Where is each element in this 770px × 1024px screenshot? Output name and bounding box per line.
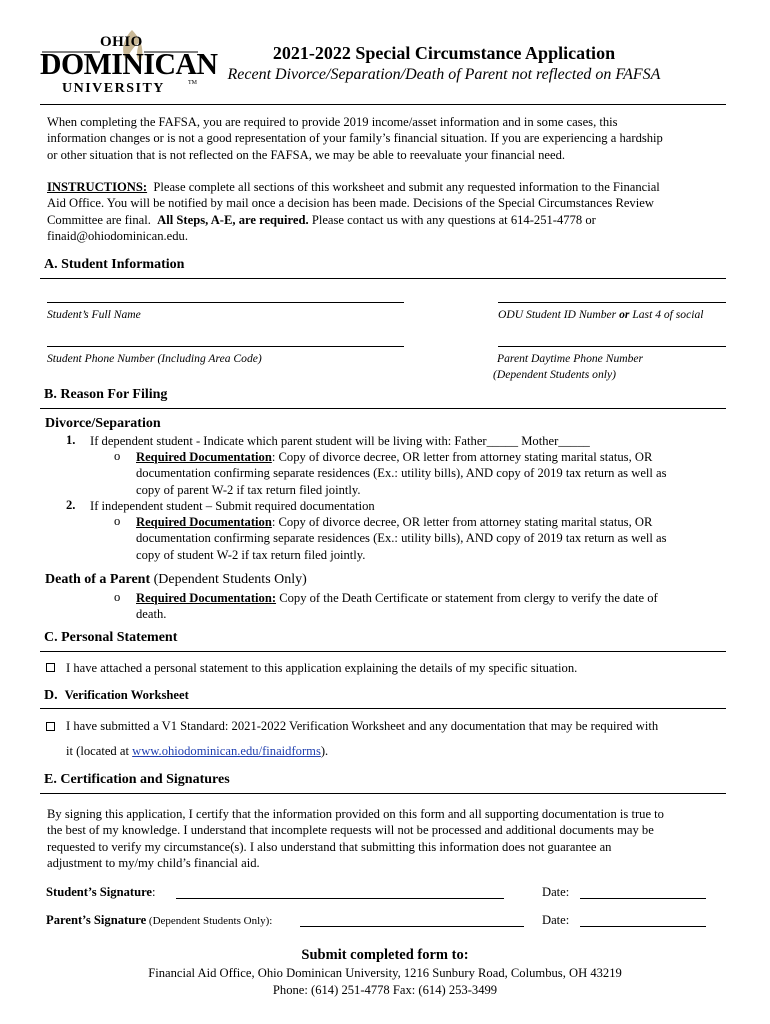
independent-instruction: If independent student – Submit required documentation bbox=[90, 499, 375, 513]
section-b-rule bbox=[40, 408, 726, 409]
dependent-required-docs: Required Documentation: Copy of divorce decree, OR letter from attorney stating marital status, OR documentation confirming separate residences (Ex.: utility bills), AND copy of 2019 tax return as well as copy of parent W-2 if tax return filed jointly. bbox=[136, 450, 667, 497]
header-divider bbox=[40, 104, 726, 105]
logo-ohio-text: OHIO bbox=[100, 34, 143, 50]
section-e-rule bbox=[40, 793, 726, 794]
divorce-heading: Divorce/Separation bbox=[45, 416, 161, 431]
section-a-heading: A. Student Information bbox=[44, 257, 185, 272]
instructions-line: Aid Office. You will be notified by mail once a decision has been made. Decisions of the Special Circumstances Review bbox=[47, 196, 654, 211]
parent-signature-label: Parent’s Signature (Dependent Students Only): bbox=[46, 913, 273, 927]
logo-dominican-text: DOMINICAN bbox=[40, 46, 218, 81]
instructions-required: All Steps, A-E, are required. bbox=[157, 212, 309, 227]
section-b-heading: B. Reason For Filing bbox=[44, 387, 168, 402]
instructions-email: finaid@ohiodominican.edu. bbox=[47, 228, 189, 243]
intro-line: information changes or is not a good representation of your family’s financial situation. If you are experiencing a hardship bbox=[47, 131, 663, 146]
finaidforms-link[interactable]: www.ohiodominican.edu/finaidforms bbox=[132, 744, 321, 758]
certification-line: adjustment to my/my child’s financial aid. bbox=[47, 855, 260, 870]
form-subtitle: Recent Divorce/Separation/Death of Parent not reflected on FAFSA bbox=[227, 66, 661, 83]
verification-checkbox[interactable] bbox=[46, 722, 55, 731]
dependent-living-with: If dependent student - Indicate which parent student will be living with: Father_____ Mother_____ bbox=[90, 434, 590, 448]
submit-phone-fax: Phone: (614) 251-4778 Fax: (614) 253-3499 bbox=[272, 983, 498, 997]
student-id-label: ODU Student ID Number or Last 4 of social bbox=[498, 308, 704, 321]
section-c-rule bbox=[40, 651, 726, 652]
personal-statement-checkbox[interactable] bbox=[46, 663, 55, 672]
independent-required-docs: Required Documentation: Copy of divorce decree, OR letter from attorney stating marital status, OR documentation confirming separate residences (Ex.: utility bills), AND copy of 2019 tax return as well as copy of student W-2 if tax return filed jointly. bbox=[136, 515, 667, 562]
student-date-label: Date: bbox=[542, 885, 570, 899]
certification-paragraph bbox=[47, 806, 729, 871]
item-number: 2. bbox=[66, 498, 76, 512]
student-phone-field[interactable] bbox=[47, 346, 404, 347]
certification-line: requested to verify my circumstance(s). I also understand that submitting this information does not guarantee an bbox=[47, 839, 612, 854]
death-required-docs: Required Documentation: Copy of the Death Certificate or statement from clergy to verify the date of death. bbox=[136, 591, 658, 622]
student-signature-label: Student’s Signature: bbox=[46, 885, 156, 899]
bullet-icon: o bbox=[114, 514, 121, 528]
instructions-label: INSTRUCTIONS: bbox=[47, 180, 148, 194]
bullet-icon: o bbox=[114, 590, 121, 604]
section-e-heading: E. Certification and Signatures bbox=[44, 772, 230, 787]
student-date-field[interactable] bbox=[580, 898, 706, 899]
parent-date-label: Date: bbox=[542, 913, 570, 927]
student-id-field[interactable] bbox=[498, 302, 726, 303]
submit-address: Financial Aid Office, Ohio Dominican University, 1216 Sunbury Road, Columbus, OH 43219 bbox=[148, 966, 622, 980]
certification-line: the best of my knowledge. I understand that incomplete requests will not be processed and additional documents may be bbox=[47, 823, 654, 838]
item-number: 1. bbox=[66, 433, 76, 447]
intro-paragraph bbox=[47, 114, 729, 163]
instructions-line: Please complete all sections of this worksheet and submit any requested information to the Financial bbox=[153, 180, 660, 194]
student-name-field[interactable] bbox=[47, 302, 404, 303]
intro-line: When completing the FAFSA, you are required to provide 2019 income/asset information and in some cases, this bbox=[47, 115, 618, 129]
logo-university-text: UNIVERSITY bbox=[62, 81, 165, 96]
student-name-label: Student’s Full Name bbox=[47, 308, 141, 321]
parent-phone-field[interactable] bbox=[498, 346, 726, 347]
parent-signature-field[interactable] bbox=[300, 926, 524, 927]
personal-statement-text: I have attached a personal statement to this application explaining the details of my specific situation. bbox=[66, 661, 578, 675]
parent-date-field[interactable] bbox=[580, 926, 706, 927]
section-d-rule bbox=[40, 708, 726, 709]
submit-heading: Submit completed form to: bbox=[301, 947, 469, 963]
parent-phone-label: Parent Daytime Phone Number bbox=[497, 352, 644, 365]
section-d-heading: D. Verification Worksheet bbox=[44, 688, 189, 703]
bullet-icon: o bbox=[114, 449, 121, 463]
intro-line: or other situation that is not reflected on the FAFSA, we may be able to reevaluate your financial need. bbox=[47, 147, 566, 162]
death-heading: Death of a Parent (Dependent Students Only) bbox=[45, 572, 307, 587]
section-c-heading: C. Personal Statement bbox=[44, 630, 178, 645]
instructions-paragraph bbox=[47, 179, 729, 244]
instructions-line: Please contact us with any questions at 614-251-4778 or bbox=[311, 212, 596, 227]
form-title: 2021-2022 Special Circumstance Application bbox=[272, 43, 616, 63]
verification-text-line: it (located at www.ohiodominican.edu/finaidforms). bbox=[66, 744, 329, 758]
logo-trademark: TM bbox=[188, 80, 197, 86]
verification-text-line: I have submitted a V1 Standard: 2021-2022 Verification Worksheet and any documentation that may be required with bbox=[66, 719, 659, 733]
certification-line: By signing this application, I certify that the information provided on this form and all supporting documentation is true to bbox=[47, 807, 664, 821]
instructions-line: Committee are final. bbox=[47, 212, 151, 227]
student-phone-label: Student Phone Number (Including Area Code) bbox=[47, 352, 262, 365]
section-a-rule bbox=[40, 278, 726, 279]
ohio-dominican-logo bbox=[40, 24, 218, 96]
student-signature-field[interactable] bbox=[176, 898, 504, 899]
parent-phone-note: (Dependent Students only) bbox=[493, 368, 616, 381]
